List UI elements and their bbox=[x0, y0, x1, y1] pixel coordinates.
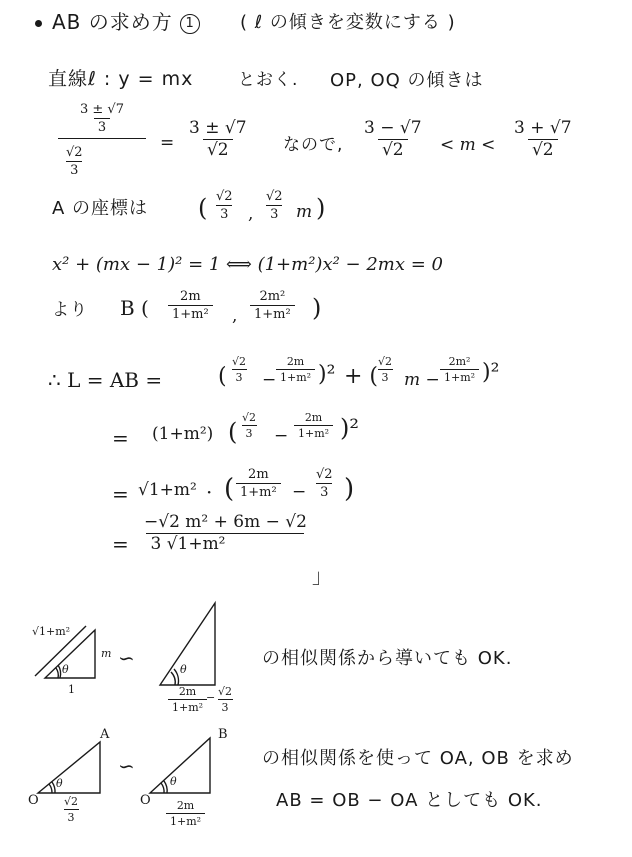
paren-close: ) bbox=[316, 194, 326, 222]
triangle-large bbox=[160, 603, 215, 685]
base-frac: $\frac{√2}{3}$ bbox=[64, 795, 79, 824]
nanode: なので, bbox=[283, 135, 344, 155]
f: $\frac{2m}{\text{1+m²}}$ bbox=[276, 356, 315, 383]
slope-fraction: $\frac{3 \pm √7}{√2}$ bbox=[189, 118, 247, 160]
a-y: $\frac{√2}{3}$ bbox=[266, 189, 283, 222]
minus: − bbox=[292, 482, 307, 502]
sq: )² bbox=[318, 362, 336, 387]
final-result: $\frac{\text{−√2 m² + 6m − √2}}{\text{3 √1+m²}}$ bbox=[144, 512, 307, 554]
base-frac: $\frac{2m}{\text{1+m²}}$ bbox=[168, 686, 207, 713]
m: m − bbox=[404, 370, 440, 390]
f: $\frac{√2}{3}$ bbox=[378, 355, 393, 384]
angle-arc bbox=[56, 668, 58, 678]
lower-bound: $\frac{3 - √7}{√2}$ bbox=[364, 118, 422, 160]
f: $\frac{√2}{3}$ bbox=[242, 411, 257, 440]
paren-open: ( bbox=[198, 194, 208, 222]
factor: (1+m²) bbox=[152, 424, 214, 444]
m: m bbox=[296, 202, 313, 222]
eq: = bbox=[112, 532, 129, 556]
line1-def: 直線ℓ : y = mx bbox=[48, 68, 194, 90]
close: ) bbox=[344, 474, 355, 504]
minus: − bbox=[206, 691, 216, 704]
minus: − bbox=[262, 370, 277, 390]
root: √1+m² bbox=[138, 480, 197, 500]
b-y: $\frac{\text{2m²}}{\text{1+m²}}$ bbox=[250, 290, 295, 321]
f: $\frac{2m}{\text{1+m²}}$ bbox=[294, 412, 333, 439]
end-mark: 」 bbox=[312, 564, 332, 588]
a-x: $\frac{√2}{3}$ bbox=[216, 189, 233, 222]
upper-bound: $\frac{3 + √7}{√2}$ bbox=[514, 118, 572, 160]
fig2-caption-2: AB = OB − OA としても OK. bbox=[276, 790, 543, 811]
theta-label: θ bbox=[62, 663, 69, 676]
f: $\frac{√2}{3}$ bbox=[232, 355, 247, 384]
plus: + ( bbox=[344, 364, 379, 389]
compound-fraction: $\frac{\frac{3 \pm √7}{3}}{\frac{√2}{3}}$ bbox=[58, 100, 146, 177]
similar-symbol: ∽ bbox=[118, 646, 135, 670]
header-note: ( ℓ の傾きを変数にする ) bbox=[240, 12, 456, 33]
theta-label: θ bbox=[56, 777, 63, 790]
circled-number: 1 bbox=[180, 14, 200, 34]
comma: , bbox=[232, 306, 238, 326]
circle-equation: x² + (mx − 1)² = 1 ⟺ (1+m²)x² − 2mx = 0 bbox=[52, 254, 443, 275]
point-b: B bbox=[218, 727, 228, 742]
inequality: < m < bbox=[440, 135, 496, 155]
base-label: 1 bbox=[68, 683, 75, 696]
sq: )² bbox=[482, 360, 500, 385]
f: $\frac{√2}{3}$ bbox=[316, 467, 333, 500]
page-title: AB の求め方 1 bbox=[52, 12, 200, 34]
b-label: B ( bbox=[120, 296, 149, 320]
similar-symbol: ∽ bbox=[118, 754, 135, 778]
eq: = bbox=[112, 426, 129, 450]
hyp-label: √1+m² bbox=[32, 625, 71, 638]
fig2-caption-1: の相似関係を使って OA, OB を求め bbox=[262, 748, 574, 769]
origin: O bbox=[140, 793, 151, 808]
sq: )² bbox=[340, 414, 359, 442]
vert-label: m bbox=[101, 647, 112, 660]
f: $\frac{2m}{\text{1+m²}}$ bbox=[236, 468, 281, 499]
equals: = bbox=[160, 133, 175, 153]
theta-label: θ bbox=[180, 663, 187, 676]
eq: = bbox=[112, 482, 129, 506]
triangle-a bbox=[38, 742, 100, 793]
paren-close: ) bbox=[312, 294, 322, 322]
minus: − bbox=[274, 426, 289, 446]
theta-label: θ bbox=[170, 775, 177, 788]
base-frac: $\frac{2m}{\text{1+m²}}$ bbox=[166, 800, 205, 827]
dot: · bbox=[206, 480, 213, 504]
a-coord-label: A の座標は bbox=[52, 198, 149, 219]
f: $\frac{\text{2m²}}{\text{1+m²}}$ bbox=[440, 356, 479, 383]
comma: , bbox=[248, 204, 254, 224]
open: ( bbox=[228, 418, 238, 446]
yori: より bbox=[52, 300, 88, 320]
l-eq: ∴ L = AB = bbox=[48, 368, 163, 392]
base-frac: $\frac{√2}{3}$ bbox=[218, 685, 233, 714]
line1-oku: とおく. bbox=[238, 70, 299, 90]
open: ( bbox=[224, 474, 235, 504]
point-a: A bbox=[100, 727, 110, 742]
b-x: $\frac{2m}{\text{1+m²}}$ bbox=[168, 290, 213, 321]
triangle-b bbox=[150, 738, 210, 793]
origin: O bbox=[28, 793, 39, 808]
p1: ( bbox=[218, 364, 227, 389]
line1-slope: OP, OQ の傾きは bbox=[330, 70, 484, 91]
fig1-caption: の相似関係から導いても OK. bbox=[262, 648, 513, 669]
